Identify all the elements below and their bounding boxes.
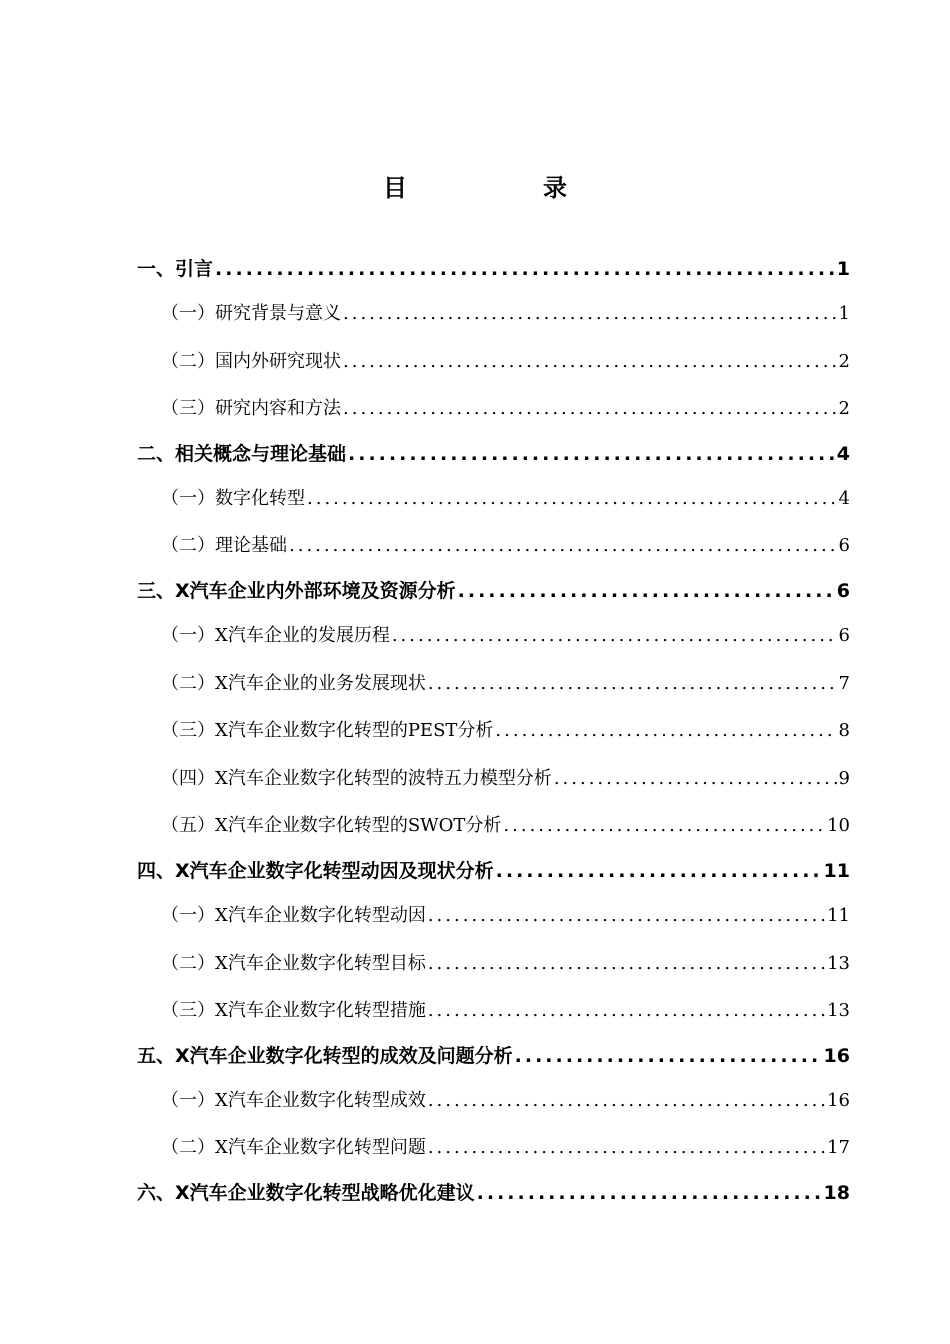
toc-leader-dots <box>477 1172 822 1214</box>
toc-page-number: 17 <box>827 1137 850 1159</box>
toc-leader-dots <box>554 755 837 803</box>
toc-page-number: 2 <box>838 350 850 372</box>
toc-page-number: 13 <box>827 1000 850 1022</box>
toc-leader-dots <box>515 1035 822 1077</box>
toc-page-number: 2 <box>838 398 850 420</box>
toc-section-entry[interactable] <box>137 755 850 803</box>
toc-chapter-entry[interactable] <box>137 570 850 612</box>
toc-leader-dots <box>428 1077 825 1125</box>
toc-page-number: 16 <box>827 1089 850 1111</box>
toc-page-number: 10 <box>827 815 850 837</box>
toc-entry-label: 六、X汽车企业数字化转型战略优化建议 <box>137 1181 475 1204</box>
toc-leader-dots <box>428 660 837 708</box>
toc-leader-dots <box>343 338 837 386</box>
toc-section-entry[interactable] <box>137 987 850 1035</box>
toc-section-entry[interactable] <box>137 1124 850 1172</box>
toc-section-entry[interactable] <box>137 940 850 988</box>
toc-entry-label: （三）研究内容和方法 <box>161 398 341 420</box>
toc-page-number: 6 <box>838 624 850 646</box>
toc-chapter-entry[interactable] <box>137 1035 850 1077</box>
toc-entry-label: 三、X汽车企业内外部环境及资源分析 <box>137 579 456 602</box>
toc-page-number: 1 <box>838 303 850 324</box>
toc-entry-label: （三）X汽车企业数字化转型的PEST分析 <box>161 720 494 742</box>
toc-leader-dots <box>428 892 825 940</box>
toc-entry-label: （二）国内外研究现状 <box>161 350 341 372</box>
toc-chapter-entry[interactable] <box>137 850 850 892</box>
toc-entry-label: （一）X汽车企业数字化转型成效 <box>161 1089 426 1111</box>
toc-entry-label: （二）X汽车企业数字化转型目标 <box>161 952 426 974</box>
toc-entry-label: （二）X汽车企业的业务发展现状 <box>161 672 426 694</box>
toc-leader-dots <box>392 612 837 660</box>
toc-entry-label: （二）X汽车企业数字化转型问题 <box>161 1137 426 1159</box>
toc-section-entry[interactable] <box>137 475 850 523</box>
toc-entry-label: 二、相关概念与理论基础 <box>137 442 347 465</box>
toc-page-number: 9 <box>838 767 850 789</box>
toc-entry-label: 一、引言 <box>137 258 214 280</box>
toc-page-number: 6 <box>838 535 850 557</box>
toc-page-number: 1 <box>836 258 850 280</box>
toc-entry-label: （一）研究背景与意义 <box>161 303 341 324</box>
toc-section-entry[interactable] <box>137 892 850 940</box>
toc-page-number: 7 <box>838 672 850 694</box>
toc-section-entry[interactable] <box>137 660 850 708</box>
toc-page-number: 6 <box>836 579 850 602</box>
toc-leader-dots <box>428 987 825 1035</box>
toc-leader-dots <box>343 385 837 433</box>
toc-section-entry[interactable] <box>137 522 850 570</box>
toc-leader-dots <box>343 290 837 338</box>
toc-leader-dots <box>348 433 835 475</box>
toc-page-number: 4 <box>838 487 850 509</box>
toc-chapter-entry[interactable] <box>137 1172 850 1214</box>
toc-page-number: 4 <box>836 442 850 465</box>
toc-section-entry[interactable] <box>137 290 850 338</box>
toc-chapter-entry[interactable] <box>137 433 850 475</box>
toc-entry-label: （二）理论基础 <box>161 535 287 557</box>
toc-leader-dots <box>496 850 822 892</box>
toc-leader-dots <box>307 475 837 523</box>
toc-entry-label: （一）数字化转型 <box>161 487 305 509</box>
table-of-contents <box>137 248 850 1214</box>
toc-leader-dots <box>503 802 825 850</box>
toc-leader-dots <box>458 570 835 612</box>
toc-entry-label: （三）X汽车企业数字化转型措施 <box>161 1000 426 1022</box>
toc-page-number: 8 <box>838 720 850 742</box>
toc-page-number: 18 <box>823 1181 850 1204</box>
toc-leader-dots <box>215 248 835 290</box>
toc-leader-dots <box>289 522 837 570</box>
toc-chapter-entry[interactable] <box>137 248 850 290</box>
toc-entry-label: 五、X汽车企业数字化转型的成效及问题分析 <box>137 1044 513 1067</box>
toc-entry-label: （五）X汽车企业数字化转型的SWOT分析 <box>161 815 502 837</box>
toc-leader-dots <box>428 940 825 988</box>
toc-page-number: 16 <box>823 1044 850 1067</box>
toc-leader-dots <box>495 707 836 755</box>
toc-page-number: 13 <box>827 952 850 974</box>
toc-leader-dots <box>428 1124 825 1172</box>
toc-page-number: 11 <box>827 904 850 926</box>
toc-title: 目 录 <box>383 173 623 202</box>
toc-entry-label: （一）X汽车企业的发展历程 <box>161 624 390 646</box>
toc-section-entry[interactable] <box>137 338 850 386</box>
toc-page-number: 11 <box>823 859 850 882</box>
toc-section-entry[interactable] <box>137 612 850 660</box>
toc-section-entry[interactable] <box>137 385 850 433</box>
toc-entry-label: （一）X汽车企业数字化转型动因 <box>161 904 426 926</box>
toc-section-entry[interactable] <box>137 1077 850 1125</box>
toc-section-entry[interactable] <box>137 707 850 755</box>
toc-section-entry[interactable] <box>137 802 850 850</box>
toc-entry-label: （四）X汽车企业数字化转型的波特五力模型分析 <box>161 767 552 789</box>
toc-entry-label: 四、X汽车企业数字化转型动因及现状分析 <box>137 859 494 882</box>
